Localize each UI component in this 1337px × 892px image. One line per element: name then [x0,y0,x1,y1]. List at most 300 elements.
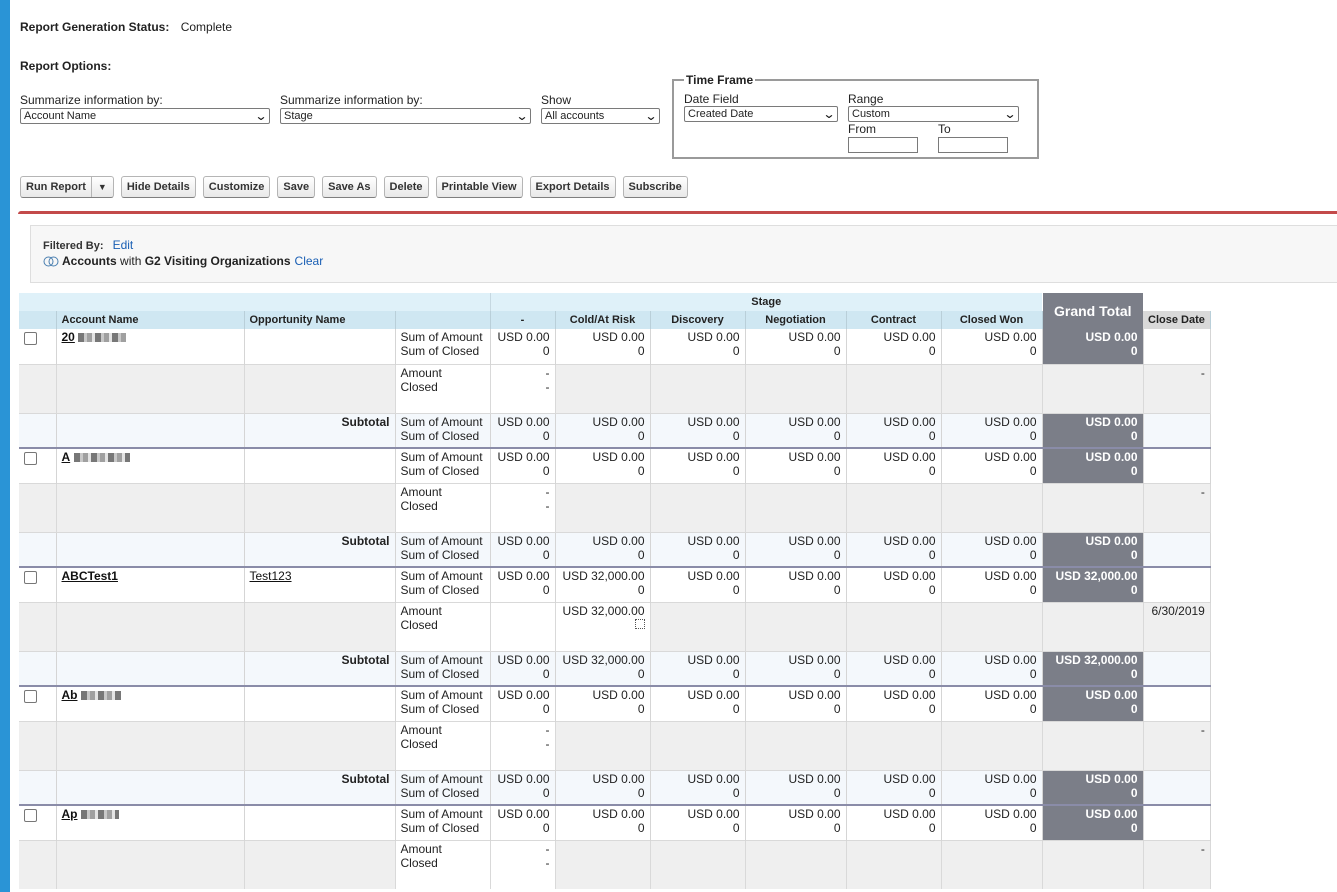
customize-button[interactable]: Customize [203,176,271,198]
stage-col-header[interactable]: Discovery [650,311,745,329]
status-label: Report Generation Status: [20,20,170,34]
sum-closed-value: 0 [833,702,841,716]
detail-value-cell [555,602,650,651]
stage-summary-cell [490,329,555,364]
sum-closed-value: 0 [1029,702,1037,716]
sum-amount-value: USD 0.00 [984,414,1037,429]
opportunity-name-cell [244,567,395,602]
sum-closed-value: 0 [732,547,740,562]
stage-summary-cell [745,805,846,840]
detail-empty-cell [941,602,1042,651]
row-label-1: Sum of Amount [400,330,483,344]
row-label-2: Sum of Closed [400,428,480,443]
sum-amount-value: USD 0.00 [984,807,1037,821]
stage-summary-cell [555,448,650,483]
account-link[interactable]: Ab [61,688,78,702]
show-select[interactable] [541,108,660,124]
sum-amount-value: USD 0.00 [497,533,550,548]
column-header-row [19,311,1210,329]
filter-box [30,225,1337,283]
stage-subtotal-cell [745,532,846,567]
detail-value-cell [490,483,555,532]
grand-total-amount: USD 0.00 [1085,807,1138,821]
subtotal-row [19,532,1210,567]
stage-subtotal-cell [941,651,1042,686]
sum-amount-value: USD 0.00 [883,569,936,583]
detail-row [19,602,1210,651]
detail-value-cell [490,364,555,413]
sum-closed-value: 0 [732,702,740,716]
stage-col-header[interactable]: Cold/At Risk [555,311,650,329]
sum-amount-value: USD 0.00 [687,771,740,786]
sum-amount-value: USD 0.00 [788,688,841,702]
row-label-1: Sum of Amount [400,569,483,583]
row-checkbox-cell[interactable] [19,329,56,364]
filter-object: Accounts [62,254,117,268]
stage-subtotal-cell [490,413,555,448]
label-column-header [395,311,490,329]
subtotal-text: Subtotal [341,771,390,786]
stage-subtotal-cell [490,532,555,567]
range-select[interactable] [848,106,1019,122]
sum-amount-value: USD 32,000.00 [562,652,645,667]
report-table [19,293,1211,889]
sum-closed-value: 0 [833,428,841,443]
detail-empty-cell [745,602,846,651]
stage-summary-cell [650,567,745,602]
detail-spacer [244,483,395,532]
sum-amount-value: USD 0.00 [984,771,1037,786]
sum-closed-value: 0 [542,464,550,478]
detail-closed [561,618,645,632]
row-label-2: Sum of Closed [400,821,480,835]
summary-label-cell [395,686,490,721]
detail-value-cell [490,602,555,651]
grand-total-subtotal-cell [1042,413,1143,448]
sum-closed-value: 0 [637,702,645,716]
stage-summary-cell [846,686,941,721]
detail-spacer [56,721,244,770]
grand-total-closed: 0 [1130,666,1138,681]
sum-closed-value: 0 [928,821,936,835]
sum-closed-value: 0 [1029,428,1037,443]
summarize-2-group [280,93,531,124]
account-name-cell [56,686,244,721]
close-date-cell [1143,413,1210,448]
sum-closed-value: 0 [833,547,841,562]
sum-closed-value: 0 [637,666,645,681]
grand-total-closed: 0 [1130,702,1138,716]
row-checkbox-cell[interactable] [19,805,56,840]
sum-amount-value: USD 0.00 [687,652,740,667]
row-label-2: Sum of Closed [400,785,480,800]
stage-col-header[interactable]: - [490,311,555,329]
date-field-value: Created Date [688,108,754,120]
close-date-cell [1143,805,1210,840]
sum-closed-value: 0 [1029,785,1037,800]
run-report-label[interactable]: Run Report [26,181,86,193]
grand-total-closed: 0 [1130,344,1138,358]
stage-subtotal-cell [650,651,745,686]
subtotal-row [19,770,1210,805]
stage-summary-cell [490,567,555,602]
sum-amount-value: USD 0.00 [592,533,645,548]
sum-closed-value: 0 [833,464,841,478]
row-checkbox-cell[interactable] [19,686,56,721]
close-date-text: - [1200,722,1205,737]
subtotal-spacer [56,770,244,805]
left-accent-bar [0,0,10,892]
detail-empty-cell [941,721,1042,770]
detail-spacer [19,840,56,889]
sum-amount-value: USD 0.00 [497,807,550,821]
subtotal-label [244,651,395,686]
detail-empty-cell [745,721,846,770]
detail-row [19,483,1210,532]
summarize-1-select[interactable] [20,108,270,124]
account-link[interactable]: 20 [61,330,75,344]
sum-closed-value: 0 [542,344,550,358]
account-link[interactable]: ABCTest1 [61,569,118,583]
row-checkbox[interactable] [24,332,37,345]
export-details-button[interactable]: Export Details [530,176,616,198]
group-summary-row [19,448,1210,483]
subtotal-label-cell [395,651,490,686]
close-date-spacer [1143,293,1210,311]
row-label-2: Sum of Closed [400,666,480,681]
stage-summary-cell [555,567,650,602]
date-field-label: Date Field [684,92,739,106]
row-label-2: Sum of Closed [400,547,480,562]
detail-empty-cell [846,840,941,889]
stage-col-header[interactable]: Closed Won [941,311,1042,329]
group-summary-row [19,686,1210,721]
sum-closed-value: 0 [637,428,645,443]
group-summary-row [19,329,1210,364]
grand-total-amount: USD 0.00 [1085,533,1138,548]
detail-closed: - [545,736,550,751]
close-date-text: 6/30/2019 [1151,603,1205,618]
grand-total-closed: 0 [1130,547,1138,562]
subtotal-row [19,651,1210,686]
sum-amount-value: USD 0.00 [984,569,1037,583]
row-label-1: Sum of Amount [400,807,483,821]
detail-empty-cell [650,602,745,651]
detail-empty-cell [650,721,745,770]
account-name-cell [56,567,244,602]
grand-total-subtotal-cell [1042,770,1143,805]
hide-details-button[interactable]: Hide Details [121,176,196,198]
filter-edit-link[interactable]: Edit [112,238,134,252]
summarize-2-label: Summarize information by: [280,93,423,107]
stage-summary-cell [650,448,745,483]
stage-summary-cell [846,448,941,483]
close-date-value [1143,483,1210,532]
closed-checkbox-icon [635,619,645,629]
sum-amount-value: USD 0.00 [592,450,645,464]
from-date-input[interactable] [848,137,918,153]
sum-amount-value: USD 0.00 [687,414,740,429]
sum-amount-value: USD 0.00 [497,330,550,344]
detail-empty-cell [941,483,1042,532]
stage-subtotal-cell [650,770,745,805]
cross-filter-icon [43,256,59,267]
stage-summary-cell [745,686,846,721]
detail-closed: - [545,498,550,513]
sum-closed-value: 0 [732,583,740,597]
grand-total-amount: USD 0.00 [1085,414,1138,429]
sum-amount-value: USD 0.00 [788,330,841,344]
sum-closed-value: 0 [833,821,841,835]
dropdown-arrow-icon[interactable]: ▼ [91,177,113,197]
detail-row [19,840,1210,889]
close-date-cell [1143,770,1210,805]
sum-amount-value: USD 0.00 [984,330,1037,344]
to-label: To [938,122,951,136]
grand-total-amount: USD 0.00 [1085,688,1138,702]
detail-empty-cell [846,721,941,770]
stage-subtotal-cell [555,651,650,686]
row-label-1: Sum of Amount [400,450,483,464]
filter-clear-link[interactable]: Clear [294,254,324,268]
grand-total-cell [1042,448,1143,483]
detail-label-cell [395,721,490,770]
detail-empty-cell [846,364,941,413]
close-date-text: - [1200,484,1205,499]
report-toolbar [20,176,688,198]
detail-spacer [56,840,244,889]
redacted-text [78,333,126,342]
summarize-1-value: Account Name [24,110,97,122]
sum-amount-value: USD 0.00 [984,652,1037,667]
subtotal-row [19,413,1210,448]
subtotal-text: Subtotal [341,533,390,548]
sum-amount-value: USD 0.00 [788,414,841,429]
sum-closed-value: 0 [732,428,740,443]
grand-total-subtotal-cell [1042,651,1143,686]
to-date-input[interactable] [938,137,1008,153]
detail-spacer [244,840,395,889]
close-date-cell [1143,532,1210,567]
stage-summary-cell [650,686,745,721]
detail-total-cell [1042,483,1143,532]
detail-row [19,364,1210,413]
detail-empty-cell [846,483,941,532]
sum-closed-value: 0 [732,821,740,835]
sum-closed-value: 0 [637,547,645,562]
detail-row [19,721,1210,770]
section-divider [18,211,1337,214]
sum-amount-value: USD 0.00 [883,807,936,821]
date-field-select[interactable] [684,106,838,122]
grand-total-cell [1042,567,1143,602]
chevron-down-icon: ⌄ [254,109,268,123]
report-options-title: Report Options: [20,59,112,73]
subtotal-label-cell [395,413,490,448]
subtotal-spacer [56,532,244,567]
report-status [20,20,232,34]
sum-amount-value: USD 0.00 [883,414,936,429]
subtotal-spacer [56,413,244,448]
grand-total-cell [1042,805,1143,840]
close-date-cell [1143,567,1210,602]
subtotal-label [244,532,395,567]
summary-label-cell [395,329,490,364]
stage-subtotal-cell [846,413,941,448]
sum-amount-value: USD 0.00 [788,569,841,583]
run-report-button[interactable] [20,176,114,198]
grand-total-closed: 0 [1130,785,1138,800]
detail-empty-cell [941,840,1042,889]
detail-label-cell [395,483,490,532]
stage-subtotal-cell [745,770,846,805]
grand-total-amount: USD 32,000.00 [1055,569,1138,583]
summarize-1-label: Summarize information by: [20,93,163,107]
opportunity-name-cell [244,448,395,483]
account-link[interactable]: Ap [61,807,78,821]
row-checkbox[interactable] [24,452,37,465]
grand-total-cell [1042,686,1143,721]
close-date-header[interactable]: Close Date [1143,311,1210,329]
detail-total-cell [1042,840,1143,889]
sum-closed-value: 0 [542,666,550,681]
subscribe-button[interactable]: Subscribe [623,176,688,198]
sum-amount-value: USD 0.00 [984,450,1037,464]
stage-subtotal-cell [650,413,745,448]
sum-amount-value: USD 0.00 [788,533,841,548]
row-checkbox[interactable] [24,571,37,584]
sum-amount-value: USD 32,000.00 [562,569,645,583]
report-body [19,329,1210,889]
detail-spacer [19,483,56,532]
stage-subtotal-cell [846,532,941,567]
status-value: Complete [180,20,233,34]
sum-amount-value: USD 0.00 [984,688,1037,702]
stage-subtotal-cell [745,413,846,448]
row-label-2: Sum of Closed [400,344,480,358]
detail-amount: - [545,841,550,856]
sum-amount-value: USD 0.00 [788,807,841,821]
account-name-header[interactable]: Account Name [56,311,244,329]
sum-amount-value: USD 0.00 [497,450,550,464]
row-checkbox[interactable] [24,809,37,822]
sum-amount-value: USD 0.00 [592,771,645,786]
opportunity-name-cell [244,805,395,840]
sum-closed-value: 0 [833,583,841,597]
row-label-1: Sum of Amount [400,771,483,786]
stage-summary-cell [490,805,555,840]
save-button[interactable]: Save [277,176,315,198]
sum-closed-value: 0 [928,785,936,800]
detail-closed: - [545,855,550,870]
row-checkbox-cell[interactable] [19,448,56,483]
stage-header: Stage [490,293,1042,311]
subtotal-label-cell [395,532,490,567]
sum-amount-value: USD 0.00 [687,533,740,548]
stage-subtotal-cell [650,532,745,567]
account-name-cell [56,805,244,840]
row-label-2: Closed [400,736,438,751]
detail-empty-cell [650,840,745,889]
sum-amount-value: USD 0.00 [592,807,645,821]
detail-empty-cell [745,840,846,889]
select-column-header [19,311,56,329]
detail-spacer [56,364,244,413]
detail-value-cell [555,483,650,532]
sum-amount-value: USD 0.00 [788,771,841,786]
sum-closed-value: 0 [1029,464,1037,478]
sum-amount-value: USD 0.00 [687,569,740,583]
grand-total-amount: USD 0.00 [1085,771,1138,786]
sum-closed-value: 0 [928,464,936,478]
opportunity-link[interactable]: Test123 [249,569,292,583]
sum-amount-value: USD 0.00 [497,414,550,429]
sum-closed-value: 0 [928,583,936,597]
account-link[interactable]: A [61,450,71,464]
grand-total-cell [1042,329,1143,364]
stage-summary-cell [745,448,846,483]
stage-summary-cell [846,805,941,840]
sum-closed-value: 0 [1029,583,1037,597]
detail-amount: - [545,722,550,737]
sum-closed-value: 0 [1029,344,1037,358]
detail-amount: USD 32,000.00 [562,603,645,618]
row-checkbox-cell[interactable] [19,567,56,602]
opportunity-name-header[interactable]: Opportunity Name [244,311,395,329]
stage-summary-cell [650,805,745,840]
sum-amount-value: USD 0.00 [687,807,740,821]
row-label-2: Closed [400,379,438,394]
row-label-2: Closed [400,855,438,870]
sum-closed-value: 0 [928,702,936,716]
detail-total-cell [1042,602,1143,651]
stage-col-header[interactable]: Contract [846,311,941,329]
detail-spacer [244,602,395,651]
stage-subtotal-cell [745,651,846,686]
detail-empty-cell [650,364,745,413]
subtotal-label [244,413,395,448]
stage-summary-cell [745,567,846,602]
summary-label-cell [395,567,490,602]
detail-spacer [19,364,56,413]
range-value: Custom [852,108,890,120]
row-label-1: Sum of Amount [400,414,483,429]
detail-empty-cell [941,364,1042,413]
chevron-down-icon: ⌄ [822,107,836,121]
summarize-2-select[interactable] [280,108,531,124]
summarize-2-value: Stage [284,110,313,122]
report-table-container [19,293,1211,889]
stage-subtotal-cell [846,651,941,686]
sum-amount-value: USD 0.00 [592,414,645,429]
stage-col-header[interactable]: Negotiation [745,311,846,329]
printable-view-button[interactable]: Printable View [436,176,523,198]
save-as-button[interactable]: Save As [322,176,376,198]
sum-amount-value: USD 0.00 [497,688,550,702]
sum-amount-value: USD 0.00 [592,330,645,344]
sum-amount-value: USD 0.00 [497,771,550,786]
redacted-text [81,691,121,700]
range-label: Range [848,92,884,106]
chevron-down-icon: ⌄ [644,109,658,123]
delete-button[interactable]: Delete [384,176,429,198]
stage-summary-cell [941,805,1042,840]
detail-label-cell [395,364,490,413]
row-checkbox[interactable] [24,690,37,703]
detail-empty-cell [745,483,846,532]
close-date-cell [1143,329,1210,364]
detail-total-cell [1042,721,1143,770]
